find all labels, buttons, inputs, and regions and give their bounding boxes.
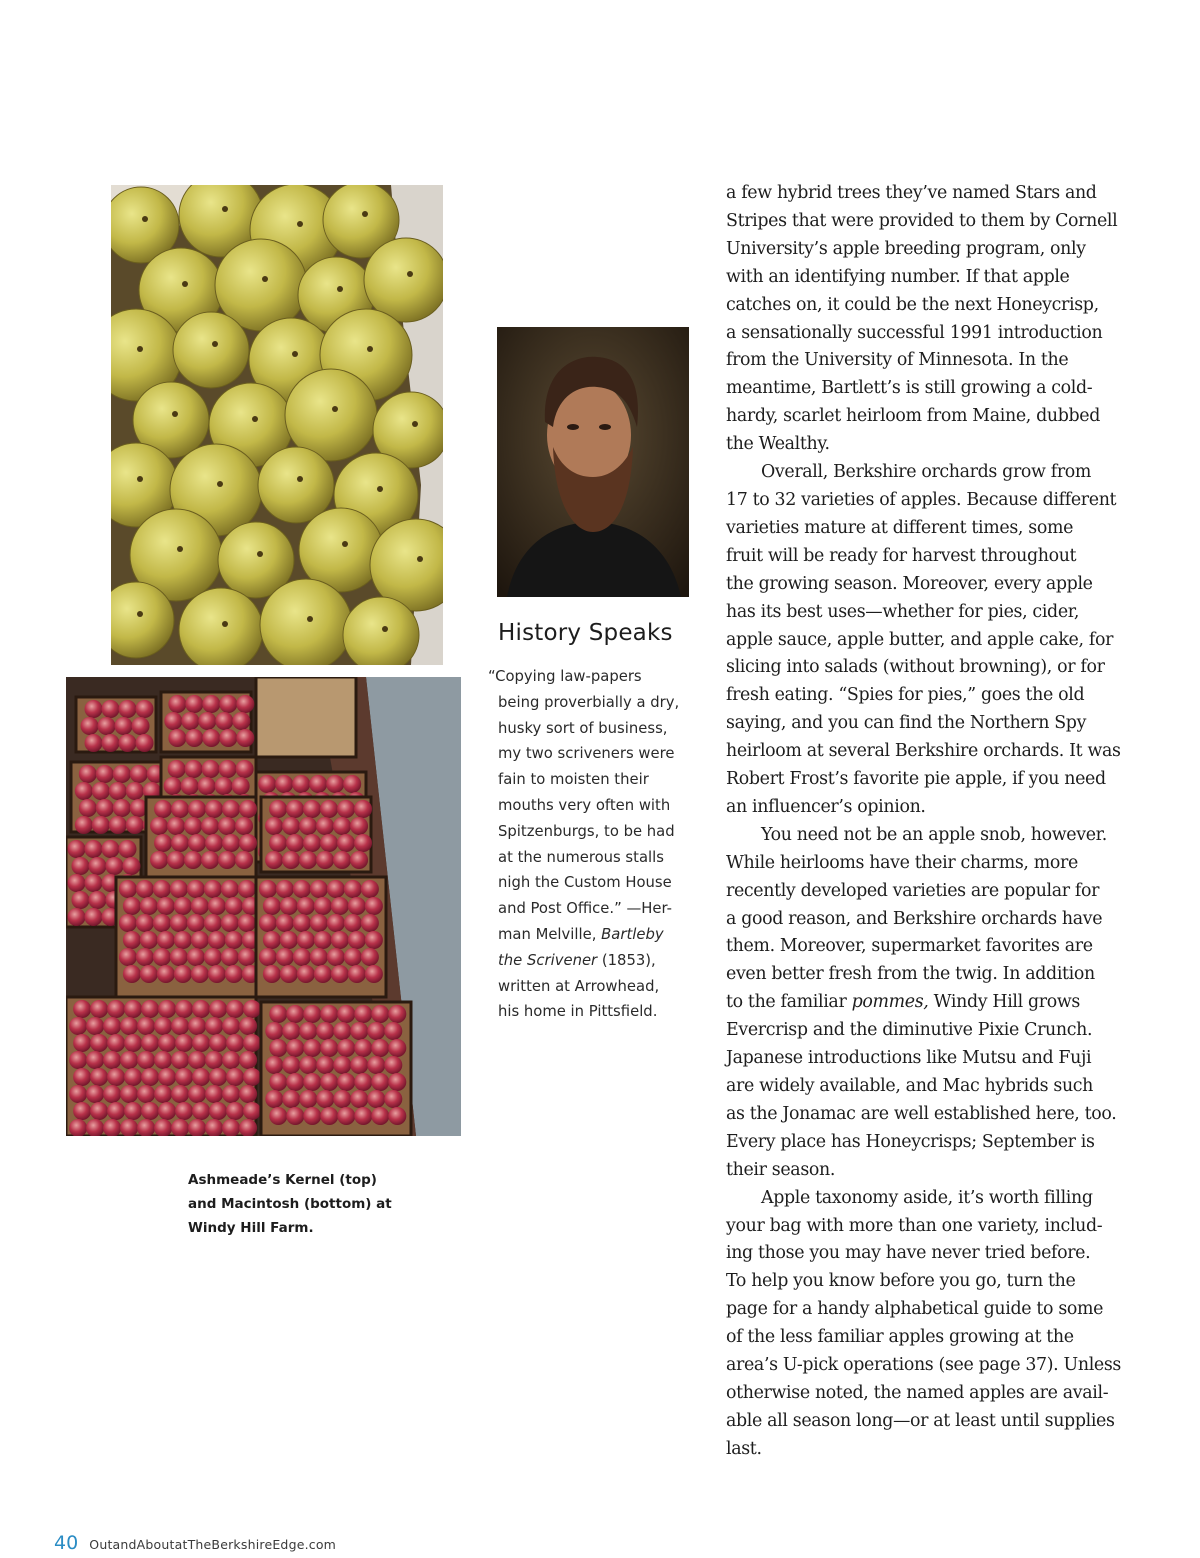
line-suffix: Windy Hill grows [928,992,1080,1013]
article-line: the growing season. Moreover, every apple [726,573,1093,594]
quote-line: at the numerous stalls [498,848,664,866]
article-line: hardy, scarlet heirloom from Maine, dubbed [726,406,1101,427]
line-prefix: to the familiar [726,992,852,1013]
apple-photo-bottom [66,677,461,1136]
article-body [726,180,1126,1464]
article-line: You need not be an apple snob, however. [761,824,1107,845]
quote-line: his home in Pittsfield. [498,1003,658,1021]
article-line: from the University of Minnesota. In the [726,350,1069,371]
article-line: their season. [726,1159,836,1180]
attribution-prefix: man Melville, [498,925,602,943]
caption-line: Windy Hill Farm. [188,1220,314,1236]
article-line: the Wealthy. [726,434,830,455]
article-line: with an identifying number. If that apple [726,266,1070,287]
article-line: slicing into salads (without browning), or for [726,657,1105,678]
book-title: Bartleby [601,925,664,943]
quote-attribution-line [488,922,703,948]
article-line: a few hybrid trees they’ve named Stars and [726,183,1097,203]
quote-line: mouths very often with [498,796,671,814]
article-line: of the less familiar apples growing at the [726,1327,1074,1348]
melville-portrait [497,327,689,597]
sidebar-title: History Speaks [498,620,673,646]
caption-line: and Macintosh (bottom) at [188,1196,392,1212]
article-line: page for a handy alphabetical guide to some [726,1299,1104,1320]
article-line: even better fresh from the twig. In addition [726,964,1095,985]
article-line: fresh eating. “Spies for pies,” goes the old [726,685,1085,706]
site-url: OutandAboutatTheBerkshireEdge.com [89,1537,337,1552]
quote-line: and Post Office.” —Her- [498,900,672,918]
article-line: a good reason, and Berkshire orchards have [726,908,1103,929]
sidebar-quote [488,664,703,1025]
quote-line: being proverbially a dry, [498,693,680,711]
article-line: Apple taxonomy aside, it’s worth filling [761,1187,1093,1208]
caption-line: Ashmeade’s Kernel (top) [188,1172,377,1188]
article-line: While heirlooms have their charms, more [726,852,1078,873]
quote-line: nigh the Custom House [498,874,672,892]
article-line: 17 to 32 varieties of apples. Because different [726,489,1117,510]
article-line: saying, and you can find the Northern Spy [726,713,1087,734]
article-line: University’s apple breeding program, only [726,238,1086,259]
quote-line: husky sort of business, [498,719,668,737]
quote-line: fain to moisten their [498,771,649,789]
article-line: apple sauce, apple butter, and apple cake, for [726,629,1114,650]
article-line: fruit will be ready for harvest throughout [726,545,1077,566]
article-line: recently developed varieties are popular for [726,880,1100,901]
article-line: Overall, Berkshire orchards grow from [761,462,1092,483]
article-line [726,989,1126,1017]
italic-word: pommes, [851,992,929,1013]
quote-attribution-line [488,948,703,974]
article-line: are widely available, and Mac hybrids such [726,1076,1094,1096]
article-line: as the Jonamac are well established here, too. [726,1103,1117,1124]
photo-caption [188,1168,418,1240]
article-line: Stripes that were provided to them by Cornell [726,210,1118,231]
article-line: meantime, Bartlett’s is still growing a cold- [726,378,1093,399]
article-line: catches on, it could be the next Honeycrisp, [726,294,1099,315]
quote-line: “Copying law-papers [488,668,642,685]
article-line: able all season long—or at least until supplies [726,1410,1115,1431]
article-line: Evercrisp and the diminutive Pixie Crunch. [726,1020,1093,1041]
page-number: 40 [54,1532,79,1554]
article-line: To help you know before you go, turn the [726,1271,1076,1292]
article-line: Every place has Honeycrisps; September is [726,1131,1095,1152]
article-line: Japanese introductions like Mutsu and Fuji [726,1048,1092,1069]
article-line: heirloom at several Berkshire orchards. It was [726,741,1121,762]
book-year: (1853), [597,951,656,969]
article-line: ing those you may have never tried before. [726,1243,1091,1264]
article-line: them. Moreover, supermarket favorites are [726,936,1093,957]
article-line: your bag with more than one variety, includ- [726,1215,1103,1236]
article-line: has its best uses—whether for pies, cider, [726,601,1079,622]
article-line: varieties mature at different times, some [726,517,1074,538]
quote-line: written at Arrowhead, [498,977,660,995]
article-line: Robert Frost’s favorite pie apple, if you need [726,769,1106,790]
page-footer [54,1532,336,1554]
article-line: a sensationally successful 1991 introduction [726,322,1103,343]
quote-line: my two scriveners were [498,745,675,763]
article-line: an influencer’s opinion. [726,796,926,817]
article-line: last. [726,1438,762,1459]
article-line: area’s U-pick operations (see page 37). Unless [726,1355,1122,1376]
book-title: the Scrivener [498,951,598,969]
quote-line: Spitzenburgs, to be had [498,822,675,840]
apple-photo-top [111,185,443,665]
article-line: otherwise noted, the named apples are avail- [726,1382,1109,1403]
